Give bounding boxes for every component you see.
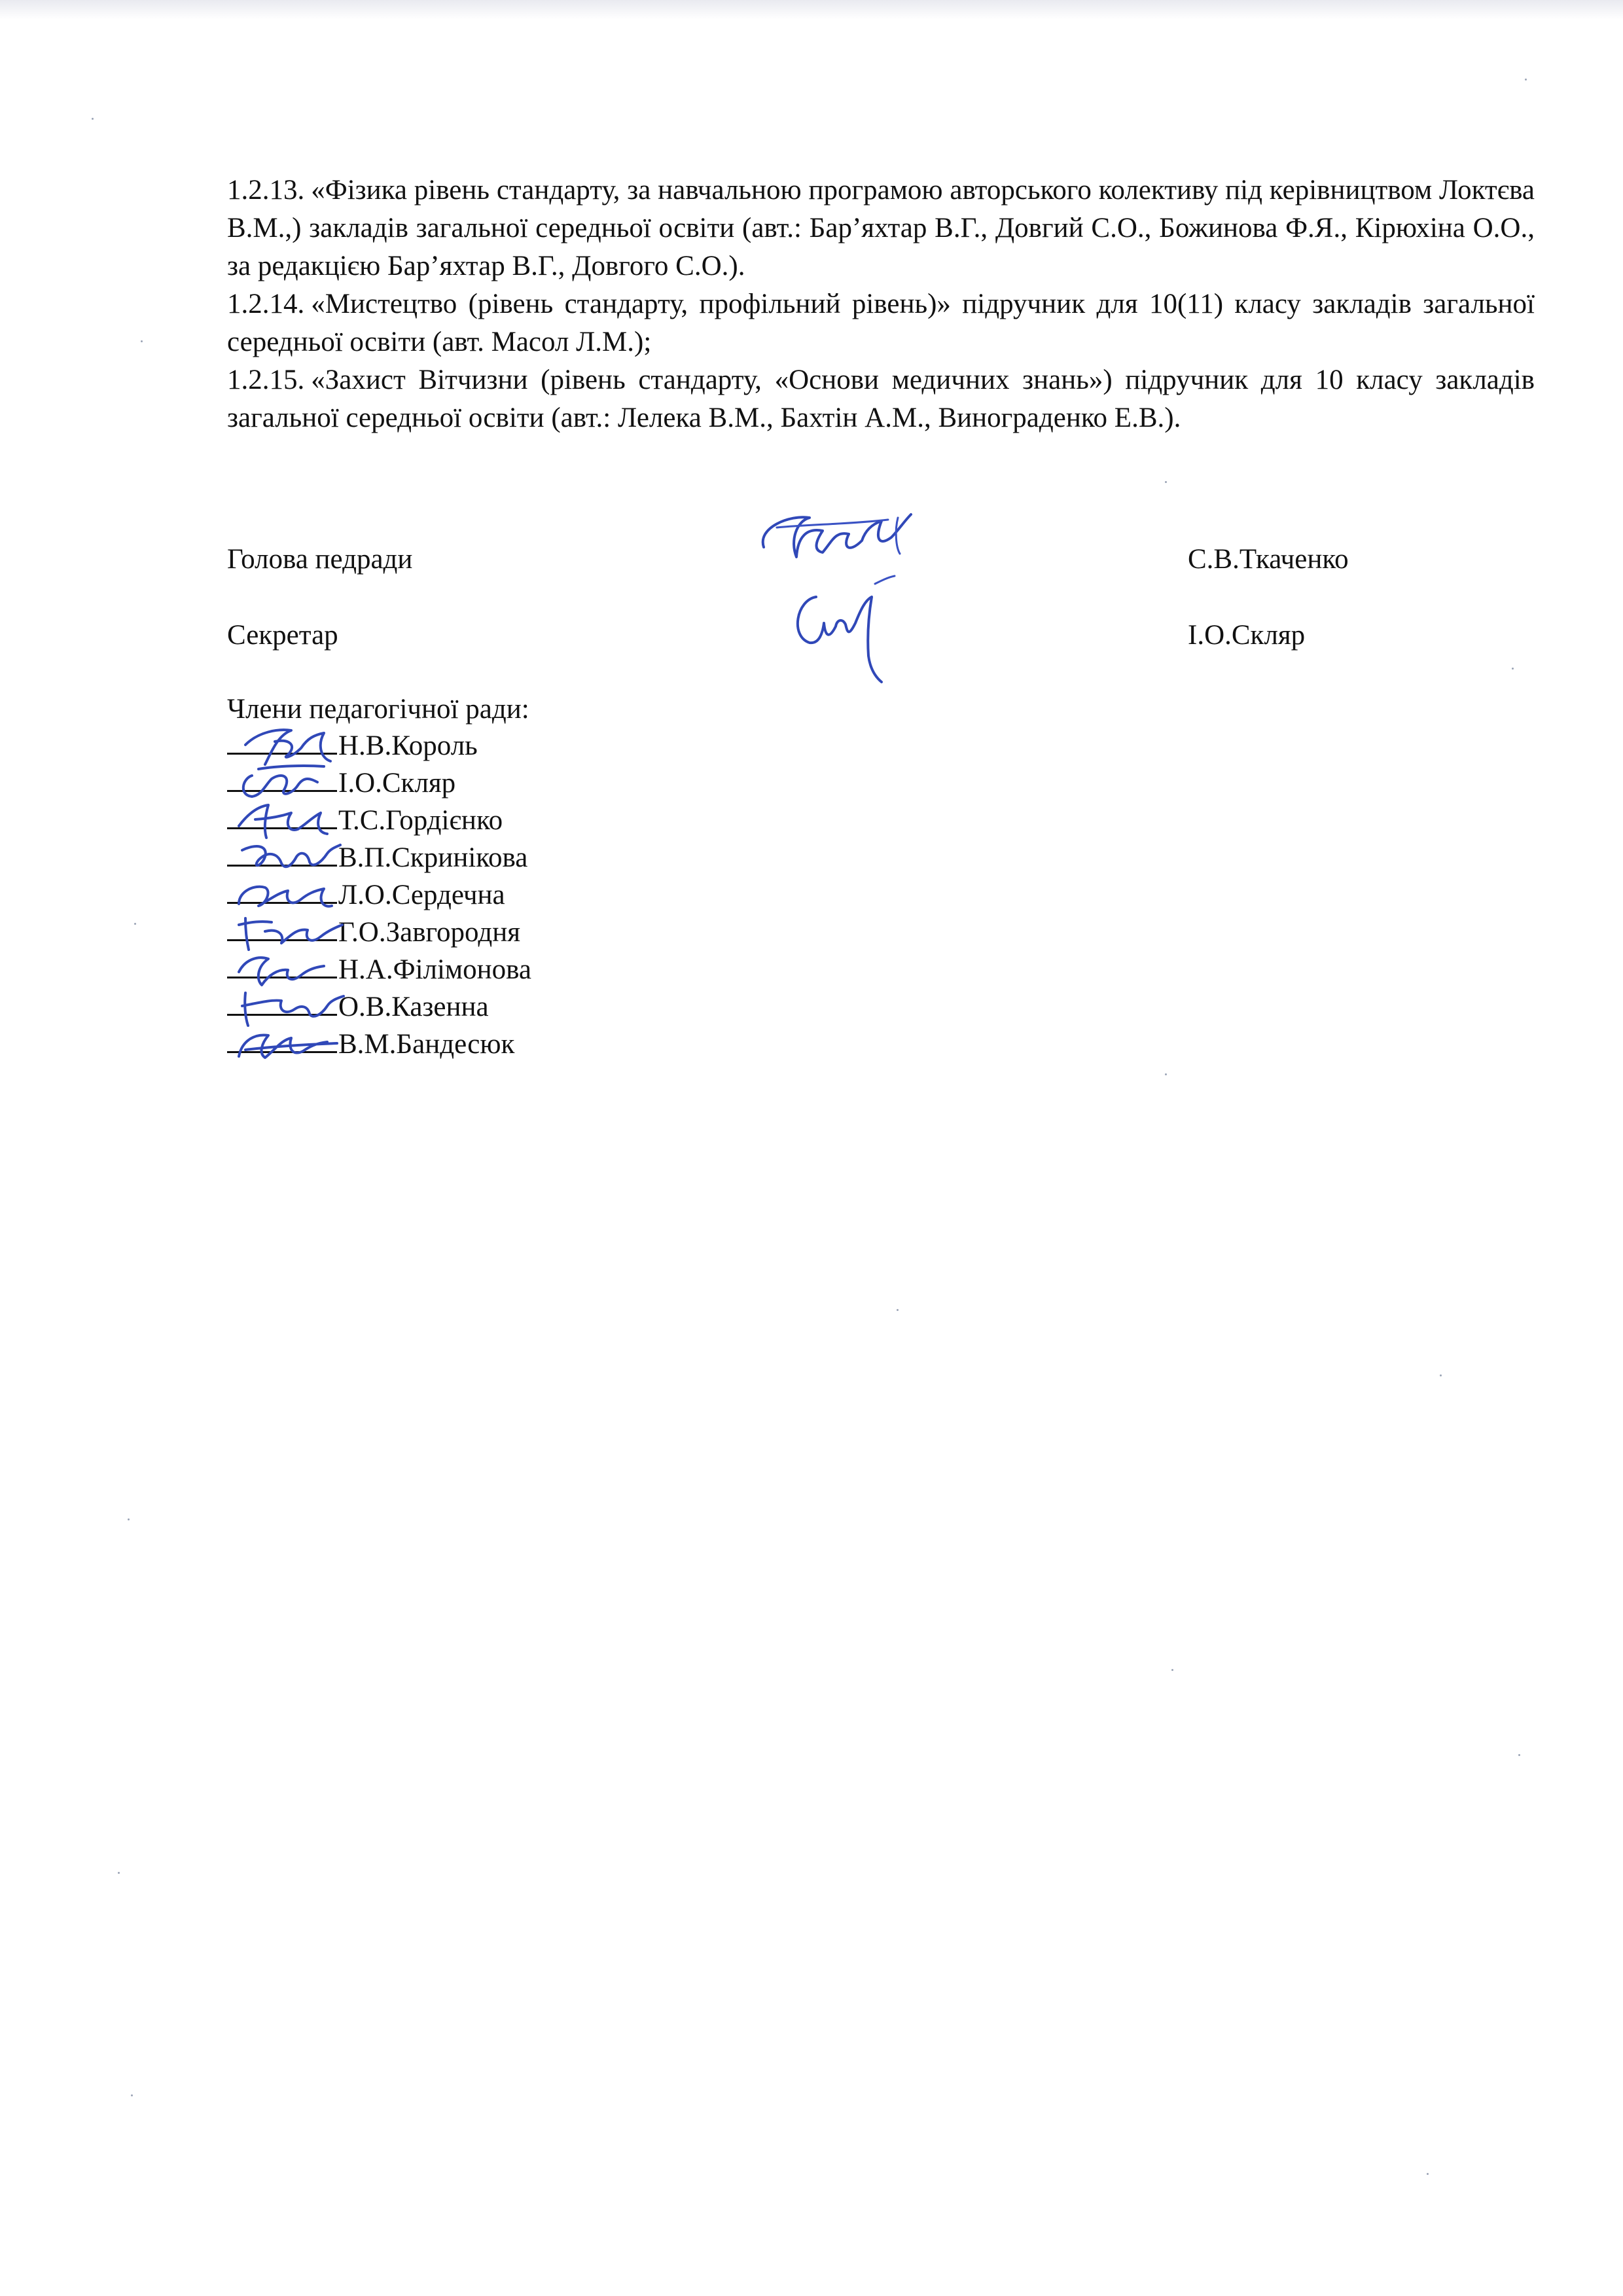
decision-item — [227, 285, 1535, 361]
member-name: Н.А.Філімонова — [338, 954, 531, 985]
members-list — [227, 726, 531, 1062]
chair-name: С.В.Ткаченко — [1188, 544, 1349, 575]
decision-number: 1.2.14. — [227, 289, 305, 319]
scan-speck — [1512, 668, 1514, 670]
member-signature-icon — [219, 1017, 357, 1068]
scan-speck — [92, 118, 94, 120]
decision-text: «Фізика рівень стандарту, за навчальною програмою авторського колективу під керівництвом Локтєва В.М.,) закладів загальної середньої освіти (авт.: Бар’яхтар В.Г., Довгий С.О., Божинова Ф.Я., Кірюхіна О.О., за редакцією Бар’яхтар В.Г., Довгого С.О.). — [227, 175, 1535, 281]
decision-number: 1.2.15. — [227, 365, 305, 395]
secretary-role: Секретар — [227, 620, 338, 651]
chair-role: Голова педради — [227, 544, 413, 575]
member-name: Л.О.Сердечна — [338, 880, 505, 910]
scan-speck — [134, 923, 136, 925]
member-name: Н.В.Король — [338, 730, 478, 761]
decision-number: 1.2.13. — [227, 175, 305, 206]
scan-speck — [1518, 1754, 1520, 1756]
scan-speck — [1171, 1669, 1173, 1671]
scan-edge — [0, 0, 1623, 20]
scan-speck — [1427, 2173, 1429, 2175]
member-name: В.М.Бандесюк — [338, 1029, 515, 1060]
member-name: Т.С.Гордієнко — [338, 805, 503, 836]
scan-speck — [118, 1872, 120, 1874]
member-row — [227, 1025, 531, 1062]
scan-speck — [1165, 1073, 1167, 1075]
secretary-signature-row — [227, 617, 1535, 669]
scan-speck — [128, 1518, 130, 1520]
decision-item — [227, 361, 1535, 437]
scan-speck — [141, 340, 143, 342]
secretary-signature-icon — [783, 571, 914, 689]
decision-text: «Мистецтво (рівень стандарту, профільний рівень)» підручник для 10(11) класу закладів загальної середньої освіти (авт. Масол Л.М.); — [227, 289, 1535, 357]
scan-speck — [1440, 1374, 1442, 1376]
secretary-name: І.О.Скляр — [1188, 620, 1306, 651]
scan-speck — [1165, 481, 1167, 483]
decision-text: «Захист Вітчизни (рівень стандарту, «Основи медичних знань») підручник для 10 класу закладів загальної середньої освіти (авт.: Лелека В.М., Бахтін А.М., Винограденко Е.В.). — [227, 365, 1535, 433]
scan-speck — [897, 1309, 899, 1311]
scan-speck — [1525, 79, 1527, 81]
member-name: Г.О.Завгородня — [338, 917, 520, 948]
decision-item — [227, 171, 1535, 285]
member-name: І.О.Скляр — [338, 768, 456, 798]
scan-speck — [131, 2094, 133, 2096]
member-name: В.П.Скринікова — [338, 842, 528, 873]
members-heading: Члени педагогічної ради: — [227, 694, 529, 725]
member-name: О.В.Казенна — [338, 992, 489, 1022]
decision-list — [227, 171, 1535, 437]
